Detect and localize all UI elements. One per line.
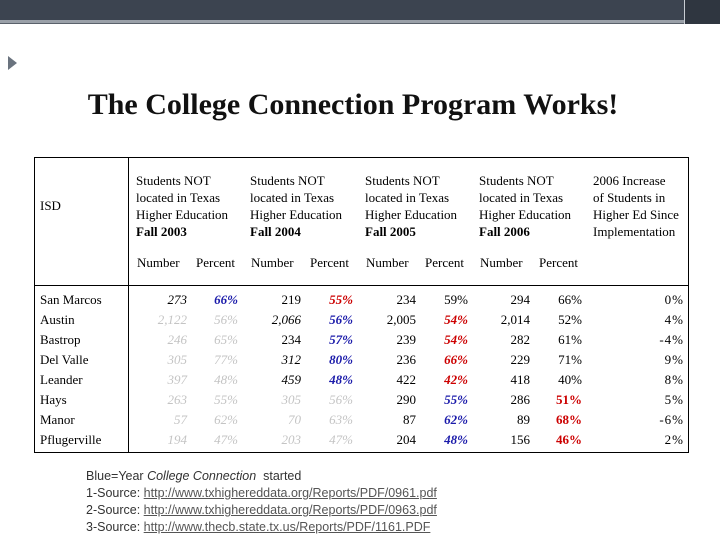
subheader-number-2006: Number [480, 255, 523, 270]
group-header-2006-line3: Higher Education [479, 207, 572, 222]
cell-n-2006: 286 [510, 392, 530, 407]
cell-n-2003: 246 [167, 332, 187, 347]
group-header-2005 [365, 172, 457, 240]
cell-isd: San Marcos [40, 292, 102, 307]
table-header-divider [34, 285, 689, 286]
cell-isd: Manor [40, 412, 75, 427]
subheader-percent-2006: Percent [539, 255, 578, 270]
group-header-2003-line4: Fall 2003 [136, 224, 187, 239]
cell-increase: 0% [664, 292, 684, 307]
cell-n-2005: 422 [396, 372, 416, 387]
cell-p-2005: 66% [444, 352, 468, 367]
group-header-increase [593, 172, 679, 240]
subheader-number-2004: Number [251, 255, 294, 270]
cell-p-2003: 62% [214, 412, 238, 427]
cell-increase: -4% [659, 332, 684, 347]
group-header-2003-line3: Higher Education [136, 207, 229, 222]
cell-p-2006: 71% [558, 352, 582, 367]
cell-n-2004: 234 [281, 332, 301, 347]
cell-p-2004: 57% [329, 332, 353, 347]
source-2-link[interactable]: http://www.txhighereddata.org/Reports/PDF/0963.pdf [143, 503, 437, 517]
notes-block [86, 468, 437, 536]
cell-p-2003: 47% [214, 432, 238, 447]
cell-n-2003: 397 [167, 372, 187, 387]
group-header-2006-line4: Fall 2006 [479, 224, 530, 239]
cell-n-2004: 2,066 [271, 312, 301, 327]
cell-p-2006: 46% [556, 432, 582, 447]
group-header-2005-line3: Higher Education [365, 207, 458, 222]
cell-n-2003: 57 [174, 412, 187, 427]
group-header-increase-line3: Higher Ed Since [593, 207, 679, 222]
subheader-percent-2005: Percent [425, 255, 464, 270]
cell-p-2003: 77% [214, 352, 238, 367]
cell-increase: 5% [664, 392, 684, 407]
cell-n-2003: 263 [167, 392, 187, 407]
notes-legend-suffix: started [256, 469, 302, 483]
cell-p-2003: 48% [214, 372, 238, 387]
cell-p-2006: 51% [556, 392, 582, 407]
cell-p-2006: 40% [558, 372, 582, 387]
cell-n-2006: 229 [510, 352, 530, 367]
source-3 [86, 519, 437, 536]
source-1 [86, 485, 437, 502]
group-header-2005-line2: located in Texas [365, 190, 450, 205]
cell-p-2003: 56% [214, 312, 238, 327]
cell-p-2004: 47% [329, 432, 353, 447]
top-bar [0, 0, 720, 20]
cell-n-2005: 2,005 [386, 312, 416, 327]
subheader-percent-2003: Percent [196, 255, 235, 270]
cell-p-2006: 68% [556, 412, 582, 427]
cell-increase: 2% [664, 432, 684, 447]
cell-increase: 4% [664, 312, 684, 327]
source-3-label: 3-Source: [86, 520, 144, 534]
cell-p-2006: 66% [558, 292, 582, 307]
cell-p-2005: 62% [444, 412, 468, 427]
group-header-increase-line1: 2006 Increase [593, 173, 666, 188]
group-header-2004-line2: located in Texas [250, 190, 335, 205]
cell-n-2003: 305 [167, 352, 187, 367]
cell-n-2004: 219 [281, 292, 301, 307]
cell-p-2005: 59% [444, 292, 468, 307]
cell-n-2006: 2,014 [500, 312, 530, 327]
cell-p-2004: 55% [329, 292, 353, 307]
cell-n-2006: 89 [517, 412, 530, 427]
cell-n-2006: 282 [510, 332, 530, 347]
group-header-2006 [479, 172, 571, 240]
top-bar-divider [0, 23, 720, 24]
group-header-2004-line3: Higher Education [250, 207, 343, 222]
cell-p-2005: 55% [444, 392, 468, 407]
subheader-percent-2004: Percent [310, 255, 349, 270]
source-3-link[interactable]: http://www.thecb.state.tx.us/Reports/PDF/1161.PDF [143, 520, 431, 534]
cell-isd: Leander [40, 372, 83, 387]
cell-p-2005: 54% [444, 332, 468, 347]
cell-isd: Bastrop [40, 332, 81, 347]
source-2 [86, 502, 437, 519]
cell-n-2006: 156 [510, 432, 530, 447]
cell-p-2004: 56% [329, 392, 353, 407]
cell-p-2004: 48% [329, 372, 353, 387]
group-header-2003-line2: located in Texas [136, 190, 221, 205]
subheader-number-2005: Number [366, 255, 409, 270]
cell-n-2005: 234 [396, 292, 416, 307]
cell-increase: 8% [664, 372, 684, 387]
group-header-increase-line4: Implementation [593, 224, 676, 239]
cell-n-2005: 236 [396, 352, 416, 367]
slide-title: The College Connection Program Works! [87, 88, 619, 121]
cell-increase: 9% [664, 352, 684, 367]
cell-p-2004: 56% [329, 312, 353, 327]
cell-n-2003: 273 [167, 292, 187, 307]
cell-n-2006: 418 [510, 372, 530, 387]
corner-divider [684, 0, 685, 24]
group-header-2006-line1: Students NOT [479, 173, 554, 188]
cell-n-2005: 87 [403, 412, 416, 427]
cell-p-2006: 52% [558, 312, 582, 327]
cell-n-2004: 70 [288, 412, 301, 427]
cell-p-2003: 66% [214, 292, 238, 307]
cell-isd: Del Valle [40, 352, 89, 367]
group-header-2006-line2: located in Texas [479, 190, 564, 205]
cell-isd: Austin [40, 312, 75, 327]
data-table [34, 157, 689, 453]
notes-legend [86, 468, 437, 485]
cell-p-2004: 80% [329, 352, 353, 367]
notes-legend-prefix: Blue=Year [86, 469, 148, 483]
cell-increase: -6% [659, 412, 684, 427]
cell-n-2005: 290 [396, 392, 416, 407]
cell-n-2005: 239 [396, 332, 416, 347]
cell-n-2004: 305 [281, 392, 301, 407]
group-header-2003 [136, 172, 228, 240]
triangle-bullet-icon [8, 56, 17, 70]
group-header-2003-line1: Students NOT [136, 173, 211, 188]
cell-p-2005: 42% [444, 372, 468, 387]
isd-header: ISD [40, 198, 61, 213]
group-header-increase-line2: of Students in [593, 190, 666, 205]
cell-n-2004: 312 [281, 352, 301, 367]
cell-n-2003: 194 [167, 432, 187, 447]
source-1-link[interactable]: http://www.txhighereddata.org/Reports/PDF/0961.pdf [143, 486, 437, 500]
cell-isd: Pflugerville [40, 432, 102, 447]
cell-n-2006: 294 [510, 292, 530, 307]
group-header-2005-line1: Students NOT [365, 173, 440, 188]
subheader-number-2003: Number [137, 255, 180, 270]
cell-p-2003: 65% [214, 332, 238, 347]
group-header-2004-line1: Students NOT [250, 173, 325, 188]
cell-p-2006: 61% [558, 332, 582, 347]
group-header-2005-line4: Fall 2005 [365, 224, 416, 239]
cell-n-2004: 459 [281, 372, 301, 387]
group-header-2004-line4: Fall 2004 [250, 224, 301, 239]
top-right-corner-block [684, 0, 720, 24]
cell-n-2005: 204 [396, 432, 416, 447]
notes-legend-program: College Connection [147, 469, 257, 483]
source-1-label: 1-Source: [86, 486, 144, 500]
cell-p-2003: 55% [214, 392, 238, 407]
cell-isd: Hays [40, 392, 67, 407]
cell-n-2004: 203 [281, 432, 301, 447]
source-2-label: 2-Source: [86, 503, 144, 517]
cell-p-2005: 54% [444, 312, 468, 327]
cell-p-2004: 63% [329, 412, 353, 427]
cell-p-2005: 48% [444, 432, 468, 447]
cell-n-2003: 2,122 [157, 312, 187, 327]
group-header-2004 [250, 172, 342, 240]
